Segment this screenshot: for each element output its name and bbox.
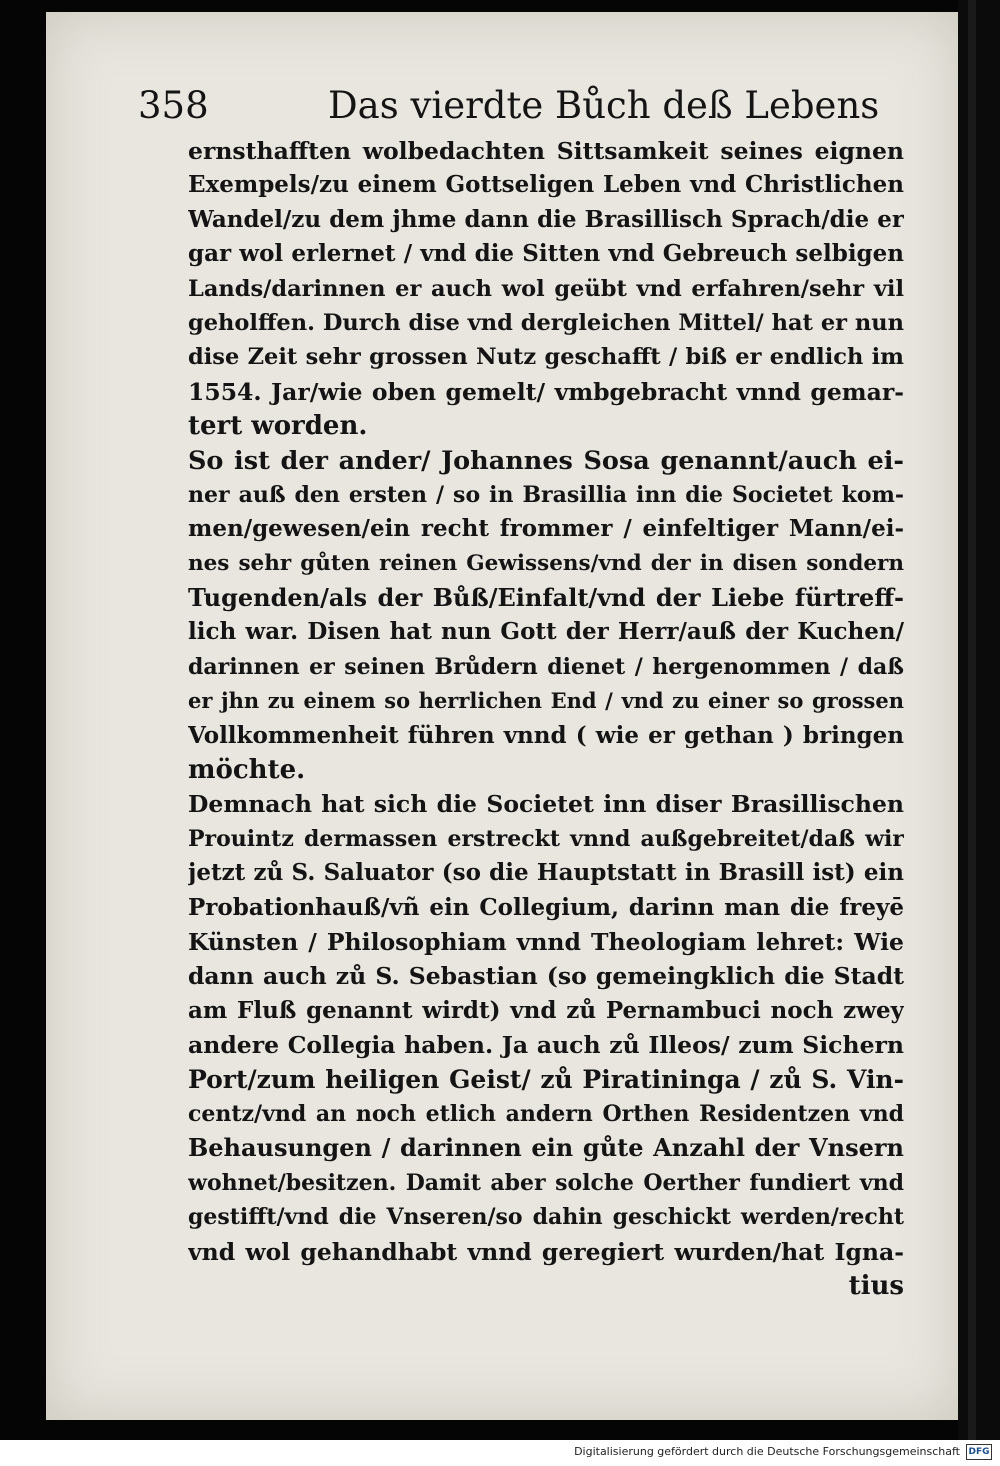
text-line: Vollkommenheit führen vnnd ( wie er gethan ) bringen bbox=[188, 721, 904, 749]
body-text bbox=[188, 134, 904, 1303]
text-line: dann auch zů S. Sebastian (so gemeingklich die Stadt bbox=[188, 962, 904, 991]
text-line: tert worden. bbox=[188, 411, 368, 442]
text-line: Wandel/zu dem jhme dann die Brasillisch Sprach/die er bbox=[188, 205, 904, 233]
text-line: dise Zeit sehr grossen Nutz geschafft / biß er endlich im bbox=[188, 344, 904, 371]
text-line: möchte. bbox=[188, 755, 306, 786]
text-line: gestifft/vnd die Vnseren/so dahin geschickt werden/recht bbox=[188, 1204, 904, 1231]
page-header bbox=[138, 78, 898, 134]
catchword: tius bbox=[848, 1270, 904, 1301]
funding-credit: Digitalisierung gefördert durch die Deutsche Forschungsgemeinschaft bbox=[574, 1445, 960, 1458]
text-line: darinnen er seinen Brůdern dienet / hergenommen / daß bbox=[188, 653, 904, 680]
text-line: am Fluß genannt wirdt) vnd zů Pernambuci noch zwey bbox=[188, 996, 904, 1024]
text-line: nes sehr gůten reinen Gewissens/vnd der in disen sondern bbox=[188, 550, 904, 576]
text-line: Exempels/zu einem Gottseligen Leben vnd Christlichen bbox=[188, 171, 904, 199]
text-line: gar wol erlernet / vnd die Sitten vnd Gebreuch selbigen bbox=[188, 240, 904, 268]
text-line: jetzt zů S. Saluator (so die Hauptstatt in Brasill ist) ein bbox=[188, 859, 904, 887]
book-spine bbox=[958, 0, 1000, 1440]
text-line: ner auß den ersten / so in Brasillia inn die Societet kom- bbox=[188, 481, 904, 508]
footer-bar bbox=[0, 1440, 1000, 1466]
text-line: andere Collegia haben. Ja auch zů Illeos/ zum Sichern bbox=[188, 1031, 904, 1060]
text-line: ernsthafften wolbedachten Sittsamkeit seines eignen bbox=[188, 137, 904, 165]
text-line: Behausungen / darinnen ein gůte Anzahl der Vnsern bbox=[188, 1133, 904, 1163]
text-line: Lands/darinnen er auch wol geübt vnd erfahren/sehr vil bbox=[188, 275, 904, 302]
text-line: lich war. Disen hat nun Gott der Herr/auß der Kuchen/ bbox=[188, 618, 904, 646]
text-line: Tugenden/als der Bůß/Einfalt/vnd der Liebe fürtreff- bbox=[188, 583, 904, 613]
text-line: men/gewesen/ein recht frommer / einfeltiger Mann/ei- bbox=[188, 515, 904, 543]
text-line: Prouintz dermassen erstreckt vnnd außgebreitet/daß wir bbox=[188, 825, 904, 852]
text-line: er jhn zu einem so herrlichen End / vnd zu einer so grossen bbox=[188, 688, 904, 714]
text-line: Demnach hat sich die Societet inn diser Brasillischen bbox=[188, 790, 904, 819]
page-number: 358 bbox=[138, 84, 209, 127]
text-line: Port/zum heiligen Geist/ zů Piratininga / zů S. Vin- bbox=[188, 1064, 904, 1094]
text-line: vnd wol gehandhabt vnnd geregiert wurden/hat Igna- bbox=[188, 1237, 904, 1266]
text-line: 1554. Jar/wie oben gemelt/ vmbgebracht vnnd gemar- bbox=[188, 377, 904, 406]
running-title: Das vierdte Bůch deß Lebens bbox=[328, 84, 880, 127]
text-line: wohnet/besitzen. Damit aber solche Oerther fundiert vnd bbox=[188, 1169, 904, 1196]
text-line: geholffen. Durch dise vnd dergleichen Mittel/ hat er nun bbox=[188, 309, 904, 336]
text-line: Probationhauß/vñ ein Collegium, darinn man die freyē bbox=[188, 893, 904, 921]
dfg-logo: DFG bbox=[966, 1444, 992, 1460]
text-line: So ist der ander/ Johannes Sosa genannt/auch ei- bbox=[188, 445, 904, 476]
text-line: centz/vnd an noch etlich andern Orthen Residentzen vnd bbox=[188, 1100, 904, 1127]
text-line: Künsten / Philosophiam vnnd Theologiam lehret: Wie bbox=[188, 927, 904, 956]
